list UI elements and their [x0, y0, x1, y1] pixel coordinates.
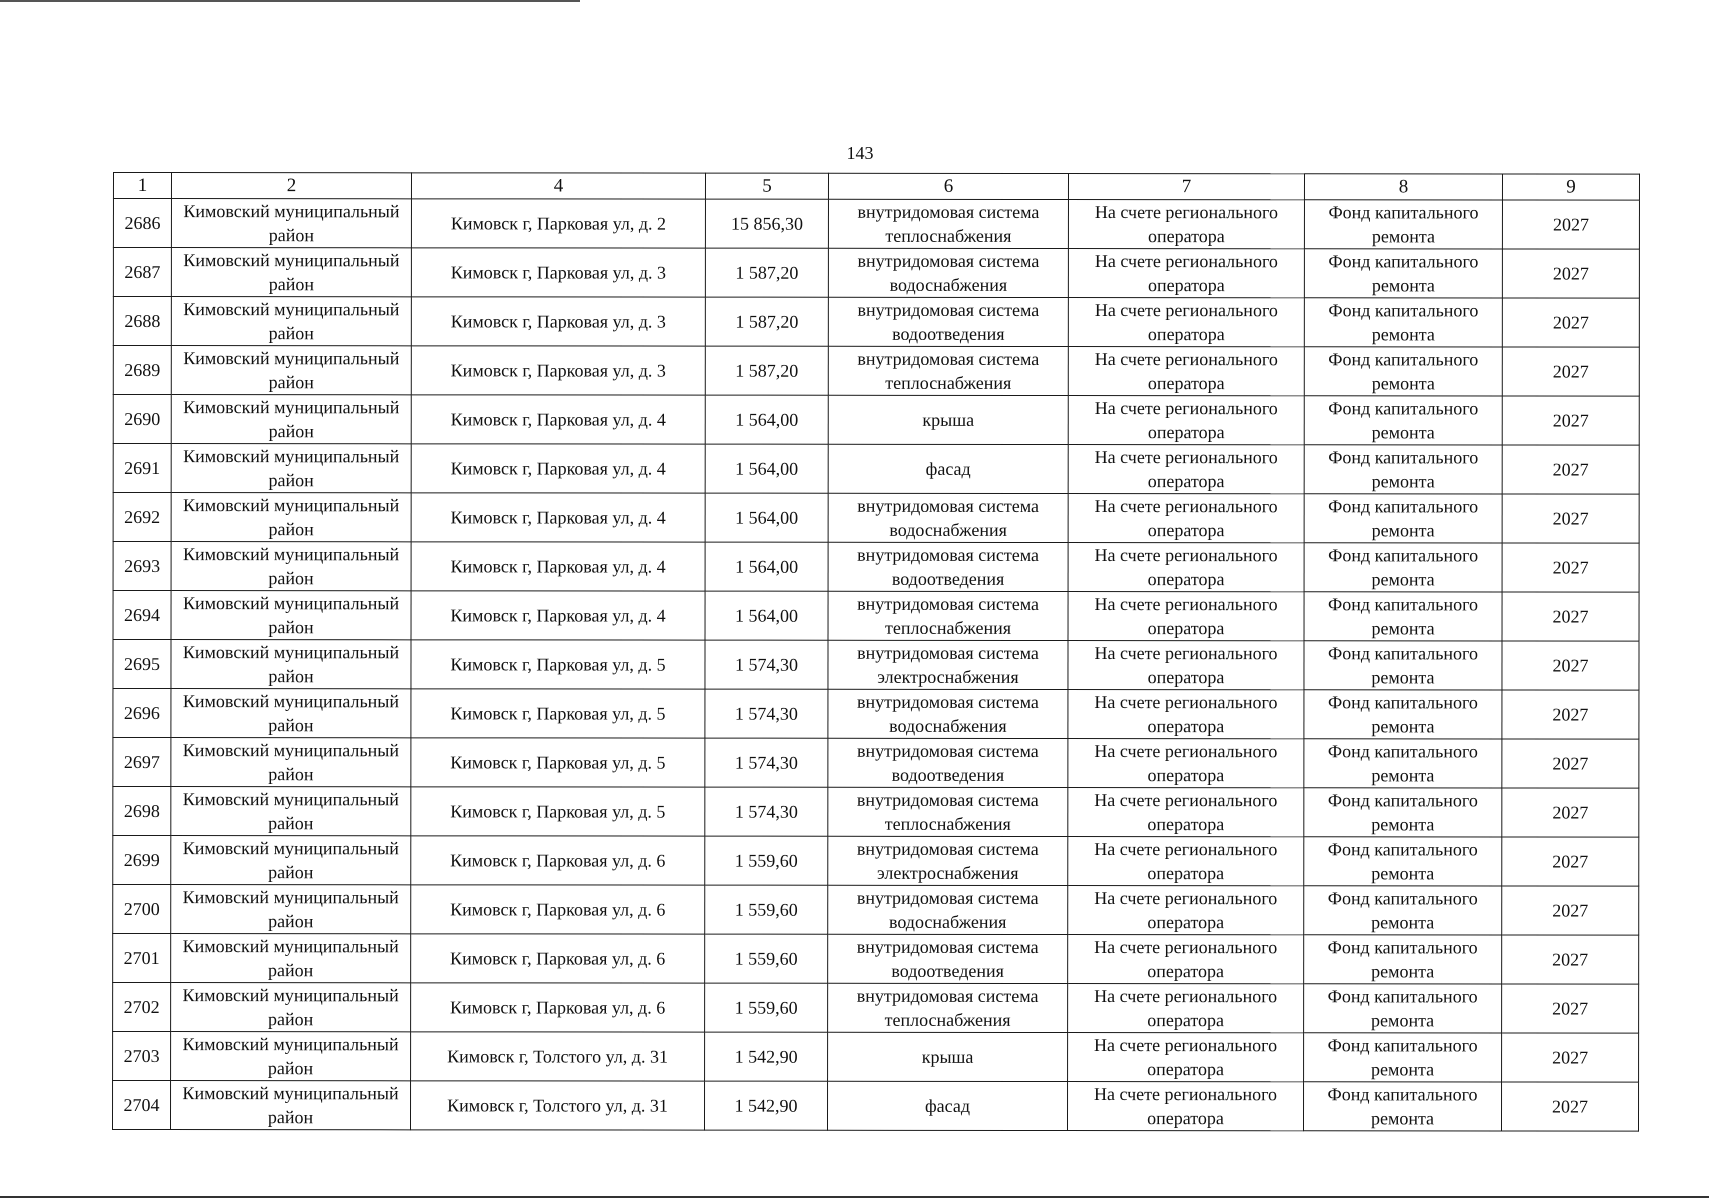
table-row [113, 983, 1639, 1034]
year-cell: 2027 [1502, 739, 1639, 788]
repair-element-cell: внутридомовая система теплоснабжения [828, 591, 1068, 640]
header-col-9: 9 [1502, 174, 1639, 200]
address-cell: Кимовск г, Парковая ул, д. 6 [411, 885, 705, 934]
fund-account-cell: На счете регионального оператора [1068, 249, 1304, 298]
header-col-5: 5 [705, 173, 828, 199]
scan-edge-top [0, 0, 580, 2]
table-row [113, 836, 1639, 887]
header-col-2: 2 [171, 173, 411, 199]
row-number-cell: 2688 [113, 297, 171, 346]
funding-source-cell: Фонд капитального ремонта [1304, 641, 1502, 690]
funding-source-cell: Фонд капитального ремонта [1304, 396, 1502, 445]
funding-source-cell: Фонд капитального ремонта [1304, 445, 1502, 494]
year-cell: 2027 [1501, 1082, 1638, 1131]
row-number-cell: 2701 [113, 934, 171, 983]
address-cell: Кимовск г, Парковая ул, д. 4 [411, 591, 705, 640]
district-cell: Кимовский муниципальный район [171, 885, 411, 934]
fund-account-cell: На счете регионального оператора [1068, 347, 1304, 396]
area-cell: 1 542,90 [705, 1032, 828, 1081]
district-cell: Кимовский муниципальный район [171, 1032, 411, 1081]
address-cell: Кимовск г, Парковая ул, д. 2 [411, 199, 705, 248]
fund-account-cell: На счете регионального оператора [1068, 837, 1304, 886]
year-cell: 2027 [1502, 788, 1639, 837]
repair-element-cell: внутридомовая система водоотведения [828, 738, 1068, 787]
year-cell: 2027 [1502, 984, 1639, 1033]
year-cell: 2027 [1502, 543, 1639, 592]
year-cell: 2027 [1502, 1033, 1639, 1082]
row-number-cell: 2697 [113, 738, 171, 787]
district-cell: Кимовский муниципальный район [171, 983, 411, 1032]
row-number-cell: 2693 [113, 542, 171, 591]
repair-element-cell: фасад [828, 444, 1068, 493]
area-cell: 1 559,60 [705, 934, 828, 983]
fund-account-cell: На счете регионального оператора [1067, 1082, 1303, 1131]
fund-account-cell: На счете регионального оператора [1068, 494, 1304, 543]
header-row [113, 173, 1639, 201]
table-row [113, 542, 1639, 593]
header-col-8: 8 [1304, 174, 1502, 200]
address-cell: Кимовск г, Парковая ул, д. 5 [411, 689, 705, 738]
header-col-4: 4 [411, 173, 705, 199]
table-row [113, 689, 1639, 740]
fund-account-cell: На счете регионального оператора [1068, 886, 1304, 935]
fund-account-cell: На счете регионального оператора [1068, 396, 1304, 445]
funding-source-cell: Фонд капитального ремонта [1304, 1033, 1502, 1082]
funding-source-cell: Фонд капитального ремонта [1304, 984, 1502, 1033]
repair-element-cell: внутридомовая система электроснабжения [828, 836, 1068, 885]
year-cell: 2027 [1502, 690, 1639, 739]
table-body [112, 199, 1639, 1132]
funding-source-cell: Фонд капитального ремонта [1304, 788, 1502, 837]
table-row [113, 640, 1639, 691]
funding-source-cell: Фонд капитального ремонта [1304, 739, 1502, 788]
address-cell: Кимовск г, Толстого ул, д. 31 [410, 1081, 704, 1130]
area-cell: 15 856,30 [705, 199, 828, 248]
funding-source-cell: Фонд капитального ремонта [1304, 690, 1502, 739]
table-row [113, 395, 1639, 446]
repair-element-cell: фасад [827, 1081, 1067, 1130]
district-cell: Кимовский муниципальный район [171, 248, 411, 297]
address-cell: Кимовск г, Парковая ул, д. 6 [411, 934, 705, 983]
fund-account-cell: На счете регионального оператора [1068, 641, 1304, 690]
repair-element-cell: внутридомовая система водоснабжения [828, 248, 1068, 297]
district-cell: Кимовский муниципальный район [171, 493, 411, 542]
year-cell: 2027 [1502, 249, 1639, 298]
year-cell: 2027 [1502, 641, 1639, 690]
fund-account-cell: На счете регионального оператора [1068, 445, 1304, 494]
repair-element-cell: внутридомовая система теплоснабжения [828, 787, 1068, 836]
fund-account-cell: На счете регионального оператора [1068, 298, 1304, 347]
year-cell: 2027 [1502, 298, 1639, 347]
area-cell: 1 542,90 [704, 1081, 827, 1130]
table-row [113, 199, 1639, 250]
district-cell: Кимовский муниципальный район [171, 542, 411, 591]
fund-account-cell: На счете регионального оператора [1068, 739, 1304, 788]
year-cell: 2027 [1502, 886, 1639, 935]
area-cell: 1 574,30 [705, 787, 828, 836]
district-cell: Кимовский муниципальный район [171, 444, 411, 493]
year-cell: 2027 [1502, 935, 1639, 984]
area-cell: 1 564,00 [705, 591, 828, 640]
year-cell: 2027 [1502, 592, 1639, 641]
fund-account-cell: На счете регионального оператора [1068, 935, 1304, 984]
area-cell: 1 564,00 [705, 542, 828, 591]
area-cell: 1 559,60 [705, 983, 828, 1032]
area-cell: 1 574,30 [705, 738, 828, 787]
funding-source-cell: Фонд капитального ремонта [1304, 886, 1502, 935]
table-row [113, 248, 1639, 299]
scan-edge-bottom [0, 1196, 1709, 1198]
district-cell: Кимовский муниципальный район [171, 346, 411, 395]
row-number-cell: 2704 [112, 1081, 170, 1130]
address-cell: Кимовск г, Толстого ул, д. 31 [411, 1032, 705, 1081]
page-number: 143 [846, 143, 874, 163]
area-cell: 1 587,20 [705, 248, 828, 297]
row-number-cell: 2703 [113, 1032, 171, 1081]
header-col-6: 6 [828, 173, 1068, 199]
address-cell: Кимовск г, Парковая ул, д. 4 [411, 493, 705, 542]
table-row [113, 934, 1639, 985]
address-cell: Кимовск г, Парковая ул, д. 3 [411, 248, 705, 297]
funding-source-cell: Фонд капитального ремонта [1304, 200, 1502, 249]
area-cell: 1 564,00 [705, 395, 828, 444]
fund-account-cell: На счете регионального оператора [1068, 1033, 1304, 1082]
repair-element-cell: внутридомовая система теплоснабжения [828, 199, 1068, 248]
year-cell: 2027 [1502, 494, 1639, 543]
district-cell: Кимовский муниципальный район [171, 738, 411, 787]
district-cell: Кимовский муниципальный район [171, 787, 411, 836]
repair-element-cell: внутридомовая система электроснабжения [828, 640, 1068, 689]
row-number-cell: 2686 [113, 199, 171, 248]
area-cell: 1 559,60 [705, 836, 828, 885]
funding-source-cell: Фонд капитального ремонта [1304, 592, 1502, 641]
fund-account-cell: На счете регионального оператора [1068, 543, 1304, 592]
area-cell: 1 564,00 [705, 493, 828, 542]
year-cell: 2027 [1502, 200, 1639, 249]
address-cell: Кимовск г, Парковая ул, д. 6 [411, 836, 705, 885]
row-number-cell: 2690 [113, 395, 171, 444]
funding-source-cell: Фонд капитального ремонта [1304, 249, 1502, 298]
repair-element-cell: внутридомовая система водоотведения [828, 297, 1068, 346]
address-cell: Кимовск г, Парковая ул, д. 5 [411, 787, 705, 836]
repair-element-cell: крыша [828, 1032, 1068, 1081]
fund-account-cell: На счете регионального оператора [1068, 592, 1304, 641]
district-cell: Кимовский муниципальный район [171, 199, 411, 248]
district-cell: Кимовский муниципальный район [171, 689, 411, 738]
row-number-cell: 2699 [113, 836, 171, 885]
table-row [113, 591, 1639, 642]
funding-source-cell: Фонд капитального ремонта [1303, 1082, 1501, 1131]
area-cell: 1 559,60 [705, 885, 828, 934]
table-row [113, 787, 1639, 838]
area-cell: 1 564,00 [705, 444, 828, 493]
row-number-cell: 2689 [113, 346, 171, 395]
header-col-7: 7 [1068, 174, 1304, 200]
table-row [113, 738, 1639, 789]
year-cell: 2027 [1502, 837, 1639, 886]
address-cell: Кимовск г, Парковая ул, д. 5 [411, 640, 705, 689]
fund-account-cell: На счете регионального оператора [1068, 690, 1304, 739]
table-row [113, 493, 1639, 544]
table-row [113, 885, 1639, 936]
district-cell: Кимовский муниципальный район [171, 640, 411, 689]
table-row [112, 1081, 1638, 1132]
row-number-cell: 2700 [113, 885, 171, 934]
district-cell: Кимовский муниципальный район [171, 591, 411, 640]
row-number-cell: 2692 [113, 493, 171, 542]
district-cell: Кимовский муниципальный район [171, 395, 411, 444]
address-cell: Кимовск г, Парковая ул, д. 4 [411, 444, 705, 493]
year-cell: 2027 [1502, 396, 1639, 445]
repair-element-cell: внутридомовая система водоснабжения [828, 689, 1068, 738]
funding-source-cell: Фонд капитального ремонта [1304, 837, 1502, 886]
table-row [113, 297, 1639, 348]
funding-source-cell: Фонд капитального ремонта [1304, 543, 1502, 592]
funding-source-cell: Фонд капитального ремонта [1304, 494, 1502, 543]
row-number-cell: 2696 [113, 689, 171, 738]
repair-element-cell: внутридомовая система водоотведения [828, 934, 1068, 983]
funding-source-cell: Фонд капитального ремонта [1304, 298, 1502, 347]
table-row [113, 346, 1639, 397]
district-cell: Кимовский муниципальный район [171, 836, 411, 885]
table-row [113, 1032, 1639, 1083]
repair-element-cell: крыша [828, 395, 1068, 444]
repair-element-cell: внутридомовая система водоотведения [828, 542, 1068, 591]
row-number-cell: 2702 [113, 983, 171, 1032]
area-cell: 1 574,30 [705, 689, 828, 738]
address-cell: Кимовск г, Парковая ул, д. 3 [411, 346, 705, 395]
district-cell: Кимовский муниципальный район [171, 934, 411, 983]
fund-account-cell: На счете регионального оператора [1068, 200, 1304, 249]
row-number-cell: 2695 [113, 640, 171, 689]
capital-repair-table [112, 172, 1640, 1132]
address-cell: Кимовск г, Парковая ул, д. 4 [411, 542, 705, 591]
address-cell: Кимовск г, Парковая ул, д. 4 [411, 395, 705, 444]
repair-element-cell: внутридомовая система теплоснабжения [828, 346, 1068, 395]
address-cell: Кимовск г, Парковая ул, д. 5 [411, 738, 705, 787]
row-number-cell: 2691 [113, 444, 171, 493]
repair-element-cell: внутридомовая система водоснабжения [828, 885, 1068, 934]
row-number-cell: 2698 [113, 787, 171, 836]
area-cell: 1 574,30 [705, 640, 828, 689]
area-cell: 1 587,20 [705, 346, 828, 395]
address-cell: Кимовск г, Парковая ул, д. 6 [411, 983, 705, 1032]
repair-element-cell: внутридомовая система теплоснабжения [828, 983, 1068, 1032]
row-number-cell: 2694 [113, 591, 171, 640]
row-number-cell: 2687 [113, 248, 171, 297]
header-col-1: 1 [113, 173, 171, 199]
table-row [113, 444, 1639, 495]
area-cell: 1 587,20 [705, 297, 828, 346]
district-cell: Кимовский муниципальный район [170, 1081, 410, 1130]
year-cell: 2027 [1502, 347, 1639, 396]
address-cell: Кимовск г, Парковая ул, д. 3 [411, 297, 705, 346]
fund-account-cell: На счете регионального оператора [1068, 984, 1304, 1033]
funding-source-cell: Фонд капитального ремонта [1304, 935, 1502, 984]
fund-account-cell: На счете регионального оператора [1068, 788, 1304, 837]
repair-element-cell: внутридомовая система водоснабжения [828, 493, 1068, 542]
district-cell: Кимовский муниципальный район [171, 297, 411, 346]
year-cell: 2027 [1502, 445, 1639, 494]
funding-source-cell: Фонд капитального ремонта [1304, 347, 1502, 396]
